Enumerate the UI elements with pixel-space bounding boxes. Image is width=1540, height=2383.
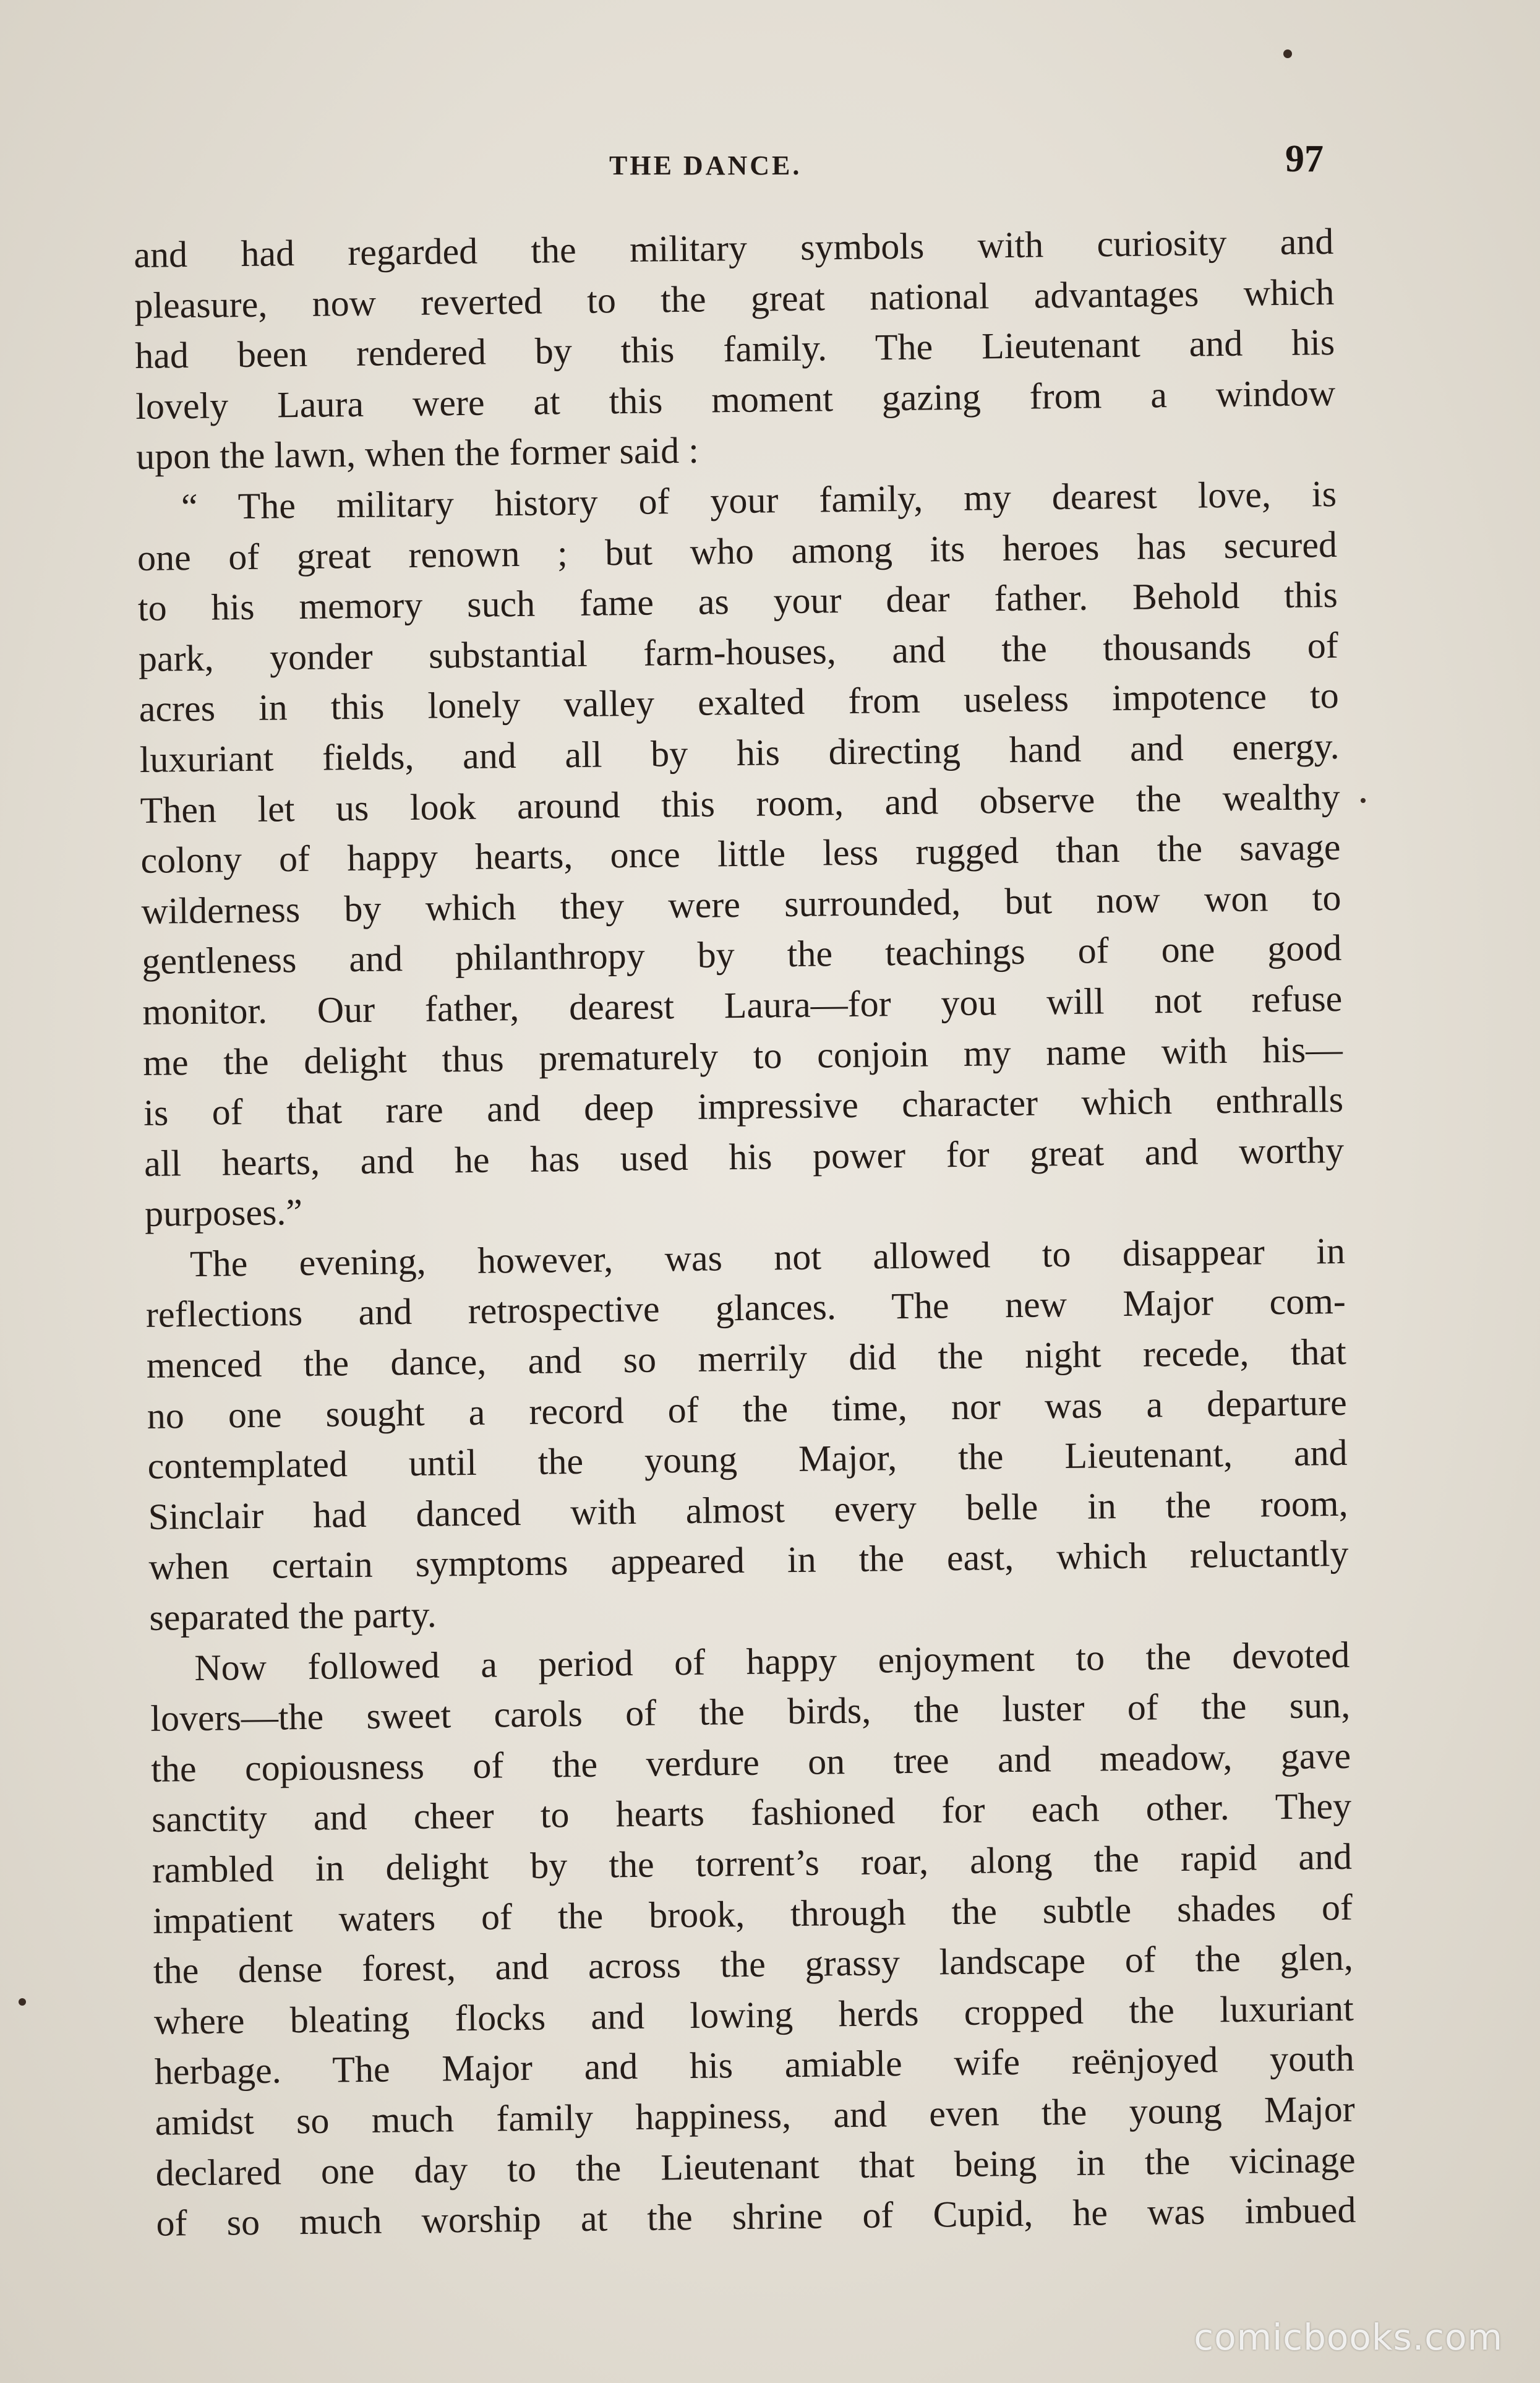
text-line: had been rendered by this family. The Lieutenant and his (134, 322, 1335, 377)
text-line: no one sought a record of the time, nor was a departure (147, 1381, 1347, 1436)
text-line: The evening, however, was not allowed to disappear in (189, 1230, 1346, 1284)
text-line: pleasure, now reverted to the great national advantages which (134, 271, 1335, 326)
text-line: wilderness by which they were surrounded, but now won to (141, 877, 1341, 932)
text-line: all hearts, and he has used his power for great and worthy (143, 1129, 1345, 1184)
text-line: amidst so much family happiness, and even the young Major (155, 2088, 1355, 2143)
text-line: separated the party. (149, 1594, 437, 1638)
text-line: Then let us look around this room, and observe the wealthy (140, 776, 1340, 831)
text-line: reflections and retrospective glances. The new Major com- (145, 1281, 1346, 1336)
text-line: to his memory such fame as your dear father. Behold this (137, 574, 1338, 629)
text-line: monitor. Our father, dearest Laura—for you will not refuse (142, 977, 1343, 1033)
text-line: upon the lawn, when the former said : (135, 430, 699, 478)
text-line: gentleness and philanthropy by the teachings of one good (142, 927, 1342, 982)
text-line: the dense forest, and across the grassy landscape of the glen, (153, 1937, 1354, 1992)
text-line: menced the dance, and so merrily did the night recede, that (146, 1331, 1347, 1386)
text-line: park, yonder substantial farm-houses, and the thousands of (138, 624, 1339, 679)
text-line: rambled in delight by the torrent’s roar, along the rapid and (152, 1836, 1353, 1891)
text-line: sanctity and cheer to hearts fashioned for each other. They (151, 1785, 1352, 1840)
text-line: me the delight thus prematurely to conjoin my name with his— (142, 1028, 1343, 1083)
text-line: Sinclair had danced with almost every belle in the room, (148, 1482, 1348, 1537)
text-line: lovely Laura were at this moment gazing from a window (135, 372, 1336, 427)
text-line: Now followed a period of happy enjoyment to the devoted (194, 1634, 1350, 1688)
watermark: comicbooks.com (1194, 2316, 1503, 2358)
text-line: “ The military history of your family, my dearest love, is (181, 473, 1337, 528)
text-line: and had regarded the military symbols with curiosity and (134, 220, 1334, 275)
text-line: when certain symptoms appeared in the east, which reluctantly (148, 1533, 1349, 1588)
ink-speck (1361, 798, 1366, 803)
text-line: impatient waters of the brook, through the subtle shades of (152, 1886, 1353, 1941)
running-title: THE DANCE. (609, 150, 802, 181)
page-number: 97 (1285, 138, 1324, 180)
text-line: purposes.” (144, 1192, 303, 1235)
text-line: declared one day to the Lieutenant that being in the vicinage (155, 2139, 1356, 2194)
text-line: the copiousness of the verdure on tree and meadow, gave (150, 1735, 1351, 1790)
body-text (134, 217, 1356, 2249)
text-line: colony of happy hearts, once little less rugged than the savage (140, 827, 1341, 882)
text-line: where bleating flocks and lowing herds cropped the luxuriant (153, 1987, 1354, 2042)
running-head (0, 138, 1540, 193)
text-line: acres in this lonely valley exalted from useless impotence to (139, 675, 1340, 730)
text-line: luxuriant fields, and all by his directing hand and energy. (139, 725, 1340, 780)
text-line: of so much worship at the shrine of Cupid, he was imbued (156, 2189, 1356, 2244)
text-line: lovers—the sweet carols of the birds, the luster of the sun, (150, 1685, 1351, 1740)
ink-speck (19, 1998, 26, 2006)
text-line: one of great renown ; but who among its heroes has secured (137, 523, 1338, 578)
text-line: is of that rare and deep impressive character which enthralls (143, 1078, 1344, 1133)
text-line: herbage. The Major and his amiable wife reënjoyed youth (154, 2038, 1355, 2093)
ink-speck (1283, 49, 1292, 58)
text-line: contemplated until the young Major, the Lieutenant, and (147, 1432, 1348, 1487)
